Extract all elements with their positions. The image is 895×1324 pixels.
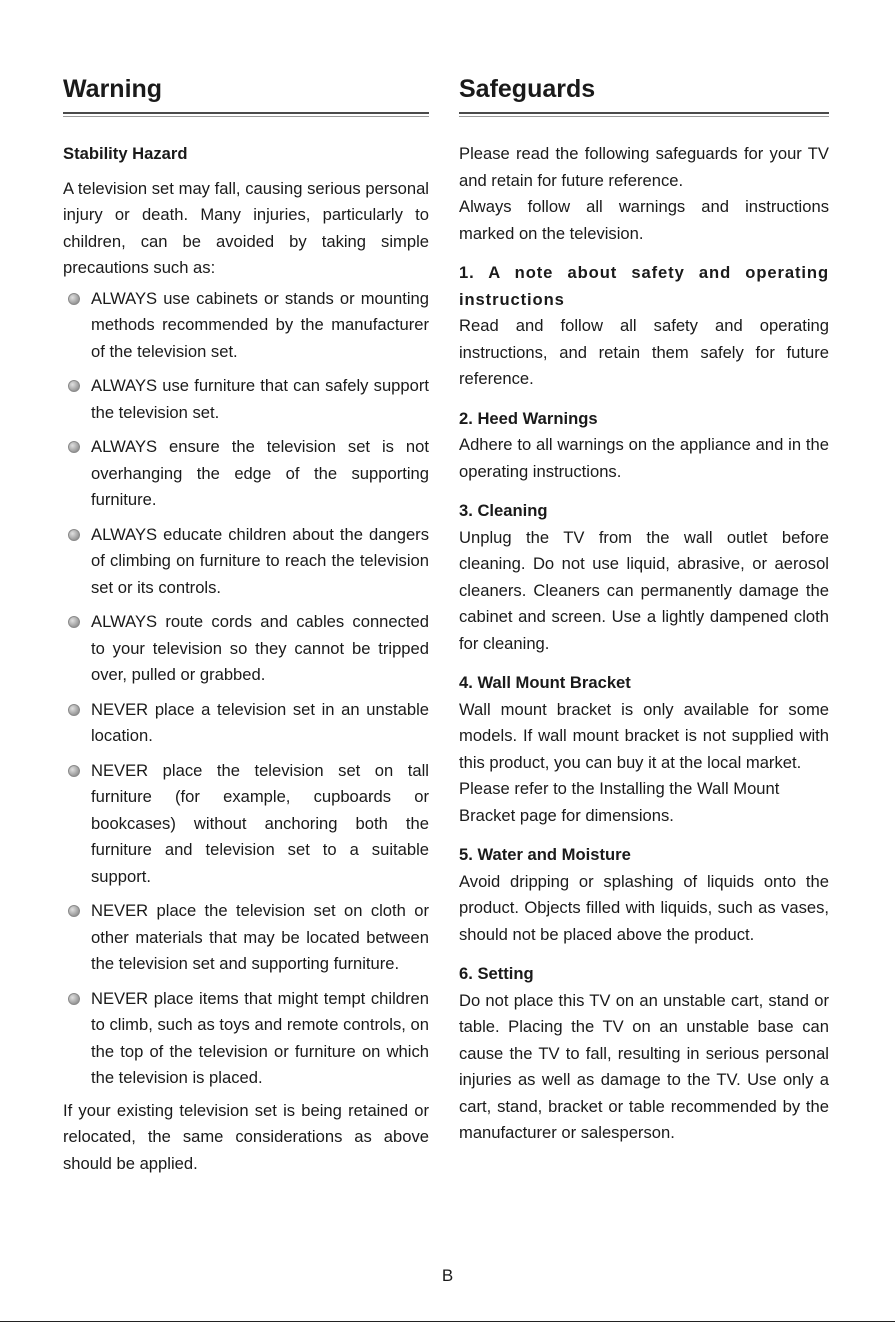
bullet-text: ALWAYS ensure the television set is not overhanging the edge of the supporting furniture. [91,437,429,509]
section-text: Do not place this TV on an unstable cart, stand or table. Placing the TV on an unstable base can cause the TV to fall, resulting in serious personal injuries as well as damage to the TV. Use only a cart, stand, bracket or table recommended by the manufacturer or salesperson. [459,990,829,1142]
section-text-2: Please refer to the Installing the Wall Mount Bracket page for dimensions. [459,779,780,825]
list-item [63,898,429,978]
section-heading: 5. Water and Moisture [459,845,631,864]
list-item [63,373,429,426]
section-text: Unplug the TV from the wall outlet before cleaning. Do not use liquid, abrasive, or aerosol cleaners. Cleaners can permanently damage the cabinet and screen. Use a lightly dampened cloth for cleaning. [459,527,829,653]
stability-hazard-heading: Stability Hazard [63,144,188,163]
bottom-divider [0,1321,895,1322]
section-heading: 3. Cleaning [459,501,548,520]
safeguard-section-6 [459,961,829,1147]
list-item [63,986,429,1092]
safeguards-intro-1: Please read the following safeguards for your TV and retain for future reference. [459,144,829,190]
page-number: B [441,1266,454,1285]
safeguard-section-2 [459,406,829,486]
bullet-icon [68,380,80,392]
list-item [63,286,429,366]
bullet-icon [68,293,80,305]
bullet-text: ALWAYS use cabinets or stands or mounting methods recommended by the manufacturer of the television set. [91,288,429,361]
bullet-text: ALWAYS route cords and cables connected to your television so they cannot be tripped over, pulled or grabbed. [91,612,429,684]
section-heading: 6. Setting [459,964,534,983]
section-text: Wall mount bracket is only available for some models. If wall mount bracket is not supplied with this product, you can buy it at the local market. [459,699,829,772]
safeguard-section-4 [459,670,829,829]
bullet-text: ALWAYS educate children about the dangers of climbing on furniture to reach the television set or its controls. [91,524,429,597]
section-heading: 2. Heed Warnings [459,408,598,428]
list-item [63,609,429,689]
warning-outro: If your existing television set is being retained or relocated, the same considerations as above should be applied. [63,1100,429,1173]
section-heading: 1. A note about safety and operating instructions [459,263,829,309]
list-item [63,697,429,750]
bullet-text: ALWAYS use furniture that can safely support the television set. [91,376,429,422]
list-item [63,522,429,602]
safeguards-title-rule [459,112,829,117]
bullet-icon [68,529,80,541]
safeguard-section-1 [459,260,829,393]
section-text: Adhere to all warnings on the appliance and in the operating instructions. [459,435,829,481]
warning-intro: A television set may fall, causing serious personal injury or death. Many injuries, particularly to children, can be avoided by taking simple precautions such as: [63,178,429,277]
bullet-icon [68,993,80,1005]
safeguard-section-5 [459,842,829,948]
safeguards-intro-2: Always follow all warnings and instructions marked on the television. [459,197,829,243]
warning-title: Warning [63,75,163,103]
bullet-icon [68,441,80,453]
safeguard-section-3 [459,498,829,657]
list-item [63,434,429,514]
warning-title-rule [63,112,429,117]
warning-bullet-list [63,286,429,1092]
bullet-icon [68,616,80,628]
bullet-icon [68,905,80,917]
bullet-text: NEVER place a television set in an unstable location. [91,699,429,745]
warning-column [63,72,429,1177]
section-text: Avoid dripping or splashing of liquids onto the product. Objects filled with liquids, such as vases, should not be placed above the product. [459,871,829,944]
section-text: Read and follow all safety and operating instructions, and retain them safely for future reference. [459,316,829,388]
bullet-icon [68,765,80,777]
bullet-text: NEVER place the television set on tall furniture (for example, cupboards or bookcases) without anchoring both the furniture and television set to a suitable support. [91,760,429,886]
safeguards-column [459,72,829,1147]
bullet-text: NEVER place the television set on cloth or other materials that may be located between the television set and supporting furniture. [91,901,429,973]
section-heading: 4. Wall Mount Bracket [459,673,631,692]
list-item [63,758,429,891]
bullet-icon [68,704,80,716]
safeguards-title: Safeguards [459,75,596,103]
bullet-text: NEVER place items that might tempt children to climb, such as toys and remote controls, on the top of the television or furniture on which the television is placed. [91,988,429,1087]
